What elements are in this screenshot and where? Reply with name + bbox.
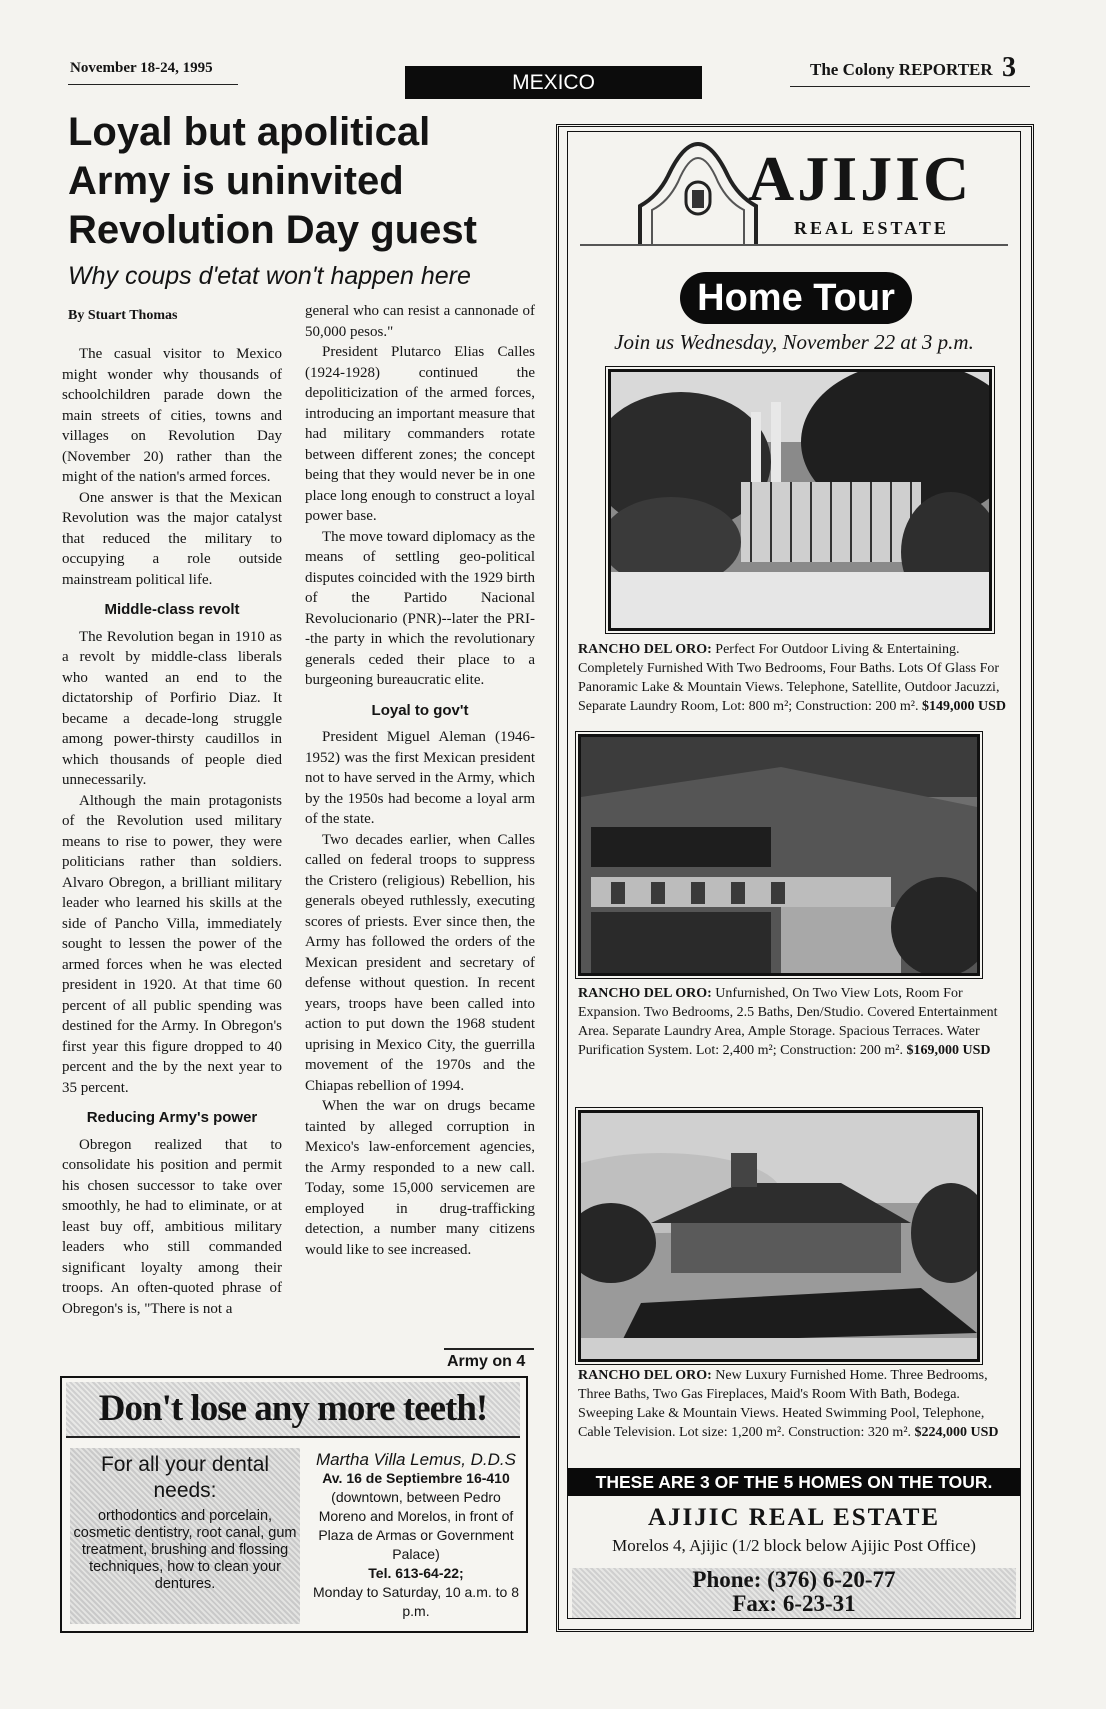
terraced-house-photo <box>581 737 977 973</box>
byline: By Stuart Thomas <box>68 308 178 323</box>
house-gate-photo <box>611 372 989 628</box>
paragraph: Obregon realized that to consolidate his position and permit his chosen successor to take over smoothly, he had to eliminate, or at least buy off, ambitious military leaders who still commanded significant loyalty among their troops. An often-quoted phrase of Obregon's is, "There is not a <box>62 1136 282 1317</box>
listing-price: $169,000 USD <box>906 1043 991 1058</box>
article-headline <box>68 108 528 255</box>
footer-logo: AJIJIC REAL ESTATE <box>647 1504 941 1531</box>
dentist-phone: Tel. 613-64-22; <box>368 1565 464 1581</box>
paragraph: The move toward diplomacy as the means of settling geo-political disputes coincided with the 1929 birth of the Partido Nacional Revolucionario (PNR)--later the PRI--the party in which the revolutionary generals ceded their place to a burgeoning bureaucratic elite. <box>305 528 535 688</box>
article-column-1 <box>62 344 282 1319</box>
dentist-name: Martha Villa Lemus, D.D.S <box>316 1450 516 1469</box>
headline-line-3: Revolution Day guest <box>68 208 477 252</box>
listing-3 <box>578 1366 1010 1442</box>
phone-number: Phone: (376) 6-20-77 <box>692 1567 896 1592</box>
logo-subtitle: REAL ESTATE <box>794 218 949 238</box>
paragraph: Two decades earlier, when Calles called on federal troops to suppress the Cristero (religious) Rebellion, his generals obeyed ruthlessly, executing scores of priests. Ever since then, the Army has followed the orders of the Mexican president and secretary of defense without question. In recent years, troops have been called into action to put down the 1968 student uprising in Mexico City, the guerrilla movement of the 1970s and the Chiapas rebellion of 1994. <box>305 831 535 1094</box>
chapel-arch-icon <box>638 136 758 248</box>
pool-house-photo <box>581 1113 977 1359</box>
listing-name: RANCHO DEL ORO: <box>578 642 712 657</box>
page-number: 3 <box>1002 52 1016 83</box>
subhead: Middle-class revolt <box>104 601 240 618</box>
jump-rule <box>444 1348 534 1350</box>
header-rule-right <box>790 86 1030 87</box>
listing-description: Perfect For Outdoor Living & Entertaining. Completely Furnished With Two Bedrooms, Four Baths. Lots Of Glass For Panoramic Lake & Mountain Views. Telephone, Satellite, Outdoor Jacuzzi, Separate Laundry Room, Lot: 800 m²; Construction: 200 m². <box>578 642 1000 714</box>
paragraph: general who can resist a cannonade of 50,000 pesos." <box>305 303 535 340</box>
article-column-2 <box>305 301 535 1260</box>
listing-photo-3 <box>578 1110 980 1362</box>
dental-ad-headline: Don't lose any more teeth! <box>66 1382 520 1438</box>
listing-2 <box>578 984 1010 1060</box>
paragraph: The casual visitor to Mexico might wonder why thousands of schoolchildren parade down the main streets of cities, towns and villages on Revolution Day (November 20) rather than the might of the nation's armed forces. <box>62 346 282 485</box>
listing-description: New Luxury Furnished Home. Three Bedrooms, Three Baths, Two Gas Fireplaces, Maid's Room With Bath, Bodega. Sweeping Lake & Mountain Views. Heated Swimming Pool, Telephone, Cable Television. Lot size: 1,200 m². Construction: 320 m². <box>578 1368 988 1440</box>
contact-box <box>572 1568 1016 1618</box>
paragraph: The Revolution began in 1910 as a revolt by middle-class liberals who wanted an end to the dictatorship of Porfirio Diaz. It became a decade-long struggle among power-thirsty caudillos in which thousands of people died unnecessarily. <box>62 628 282 788</box>
listing-name: RANCHO DEL ORO: <box>578 1368 712 1383</box>
real-estate-ad-inner <box>567 131 1021 1619</box>
header-rule-left <box>68 84 238 85</box>
listing-price: $224,000 USD <box>914 1425 999 1440</box>
subhead: Loyal to gov't <box>371 701 469 719</box>
footer-address: Morelos 4, Ajijic (1/2 block below Ajijic Post Office) <box>612 1536 976 1555</box>
real-estate-ad <box>556 124 1034 1632</box>
dentist-hours: Monday to Saturday, 10 a.m. to 8 p.m. <box>313 1584 519 1619</box>
dentist-location: (downtown, between Pedro Moreno and Morelos, in front of Plaza de Armas or Government Palace) <box>318 1489 514 1562</box>
dental-services-box <box>70 1448 300 1624</box>
dentist-address: Av. 16 de Septiembre 16-410 <box>322 1470 510 1486</box>
listing-photo-2 <box>578 734 980 976</box>
paragraph: One answer is that the Mexican Revolution was the major catalyst that reduced the military to occupying a role outside mainstream political life. <box>62 489 282 588</box>
listing-1 <box>578 640 1010 716</box>
paragraph: When the war on drugs became tainted by alleged corruption in Mexico's law-enforcement agencies, the Army responded to a new call. Today, some 15,000 servicemen are employed in drug-trafficking detection, a number many citizens would like to see increased. <box>305 1098 535 1258</box>
tour-note-banner: THESE ARE 3 OF THE 5 HOMES ON THE TOUR. <box>568 1468 1020 1496</box>
section-banner: MEXICO <box>405 66 702 99</box>
dental-services-title: For all your dental needs: <box>100 1453 270 1502</box>
paragraph: President Plutarco Elias Calles (1924-1928) continued the depoliticization of the armed forces, introducing an important measure that had military commanders rotate between different zones; the concept being that they would never be in one place long enough to construct a loyal power base. <box>305 344 535 524</box>
dental-contact <box>312 1450 520 1621</box>
continued-jump: Army on 4 <box>447 1353 526 1370</box>
subhead: Reducing Army's power <box>86 1109 258 1126</box>
headline-line-1: Loyal but apolitical <box>68 110 431 154</box>
article-deck: Why coups d'etat won't happen here <box>68 262 471 290</box>
listing-description: Unfurnished, On Two View Lots, Room For Expansion. Two Bedrooms, 2.5 Baths, Den/Studio. Covered Entertainment Area. Separate Laundry Area, Ample Storage. Spacious Terraces. Water Purification System. Lot: 2,400 m²; Construction: 200 m². <box>578 986 998 1058</box>
dental-ad <box>60 1376 528 1633</box>
headline-line-2: Army is uninvited <box>68 159 404 203</box>
listing-price: $149,000 USD <box>921 699 1006 714</box>
issue-date: November 18-24, 1995 <box>70 60 213 76</box>
home-tour-badge: Home Tour <box>680 272 912 324</box>
dental-services-list: orthodontics and porcelain, cosmetic dentistry, root canal, gum treatment, brushing and flossing techniques, how to clean your dentures. <box>73 1508 297 1592</box>
tour-date: Join us Wednesday, November 22 at 3 p.m. <box>614 330 974 354</box>
newspaper-name: The Colony REPORTER <box>810 60 993 79</box>
listing-photo-1 <box>608 369 992 631</box>
paragraph: President Miguel Aleman (1946-1952) was the first Mexican president not to have served in the Army, which by the 1950s had become a loyal arm of the state. <box>305 729 535 827</box>
paragraph: Although the main protagonists of the Revolution used military means to rise to power, they were politicians rather than soldiers. Alvaro Obregon, a brilliant military leader who learned his skills at the side of Pancho Villa, immediately sought to lessen the power of the armed forces when he was elected president in 1920. At that time 60 percent of all public spending was destined for the Army. In Obregon's first year this figure dropped to 40 percent and the by the next year to 35 percent. <box>62 792 282 1096</box>
logo-underline <box>580 244 1008 246</box>
fax-number: Fax: 6-23-31 <box>732 1591 856 1616</box>
listing-name: RANCHO DEL ORO: <box>578 986 712 1001</box>
logo-wordmark: AJIJIC <box>748 143 973 214</box>
ajijic-logo <box>568 132 1020 244</box>
